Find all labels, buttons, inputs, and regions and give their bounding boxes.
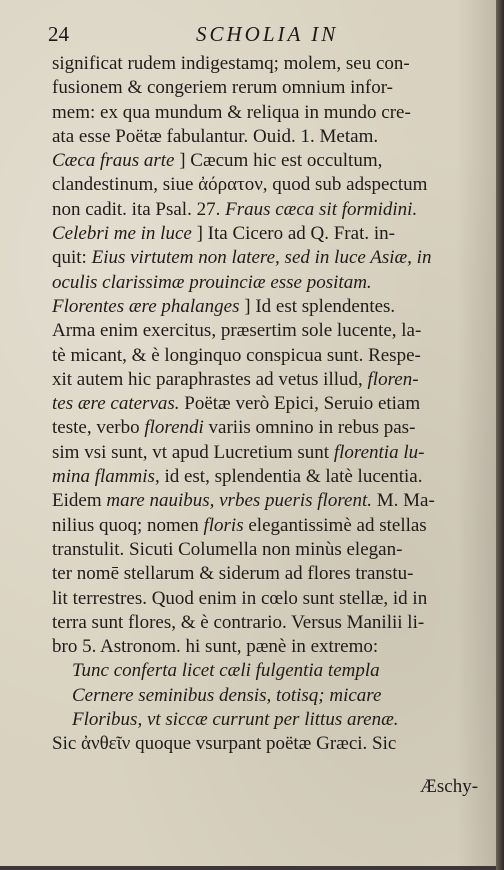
text-line <box>52 635 472 659</box>
roman-segment: tè micant, & è longinquo conspicua sunt. Respe- <box>52 344 421 366</box>
text-line <box>52 489 472 513</box>
text-line <box>52 611 472 635</box>
italic-segment: mina flammis <box>52 466 155 488</box>
text-line <box>52 173 472 197</box>
text-line <box>52 149 472 173</box>
italic-segment: Floribus, vt siccæ currunt per littus arenæ. <box>72 709 399 731</box>
text-line <box>52 76 472 100</box>
roman-segment: significat rudem indigestamq; molem, seu con- <box>52 53 410 74</box>
text-line <box>52 392 472 416</box>
roman-segment: mem: ex qua mundum & reliqua in mundo cre- <box>52 101 411 123</box>
italic-segment: florendi <box>144 417 204 439</box>
roman-segment: transtulit. Sicuti Columella non minùs elegan- <box>52 538 403 560</box>
running-title: SCHOLIA IN <box>196 22 339 46</box>
roman-segment: ] Id est splendentes. <box>239 295 396 317</box>
text-line <box>52 659 472 683</box>
roman-segment: variis omnino in rebus pas- <box>203 417 416 439</box>
text-line <box>52 271 472 295</box>
italic-segment: Tunc conferta licet cæli fulgentia templa <box>72 660 380 682</box>
page-edge-shadow <box>496 0 504 870</box>
roman-segment: teste, verbo <box>52 417 145 439</box>
text-line <box>52 246 472 270</box>
prose-block <box>52 52 472 659</box>
closing-line-block <box>52 732 472 756</box>
roman-segment: xit autem hic paraphrastes ad vetus illud, <box>52 368 368 390</box>
roman-segment: bro 5. Astronom. hi sunt, pænè in extremo: <box>52 636 379 658</box>
roman-segment: ] Ita Cicero ad Q. Frat. in- <box>191 223 395 245</box>
text-line <box>52 344 472 368</box>
roman-segment: non cadit. ita Psal. 27. <box>52 198 226 220</box>
verse-quotation <box>52 659 472 732</box>
italic-segment: Florentes ære phalanges <box>52 295 240 317</box>
text-line <box>52 684 472 708</box>
text-line <box>52 732 472 756</box>
text-line <box>52 708 472 732</box>
italic-segment: floren- <box>367 368 419 390</box>
roman-segment: lit terrestres. Quod enim in cœlo sunt stellæ, id in <box>52 587 428 609</box>
text-line <box>52 441 472 465</box>
catchword: Æschy- <box>420 776 479 797</box>
italic-segment: Cæca fraus arte <box>52 150 175 172</box>
roman-segment: terra sunt flores, & è contrario. Versus Manilii li- <box>52 611 425 633</box>
text-line <box>52 295 472 319</box>
text-line <box>52 101 472 125</box>
text-line <box>52 514 472 538</box>
text-line <box>52 587 472 611</box>
roman-segment: nilius quoq; nomen <box>52 514 204 536</box>
text-line <box>52 319 472 343</box>
roman-segment: clandestinum, siue ἀόρατον, quod sub adspectum <box>52 174 428 196</box>
text-line <box>52 416 472 440</box>
roman-segment: sim vsi sunt, vt apud Lucretium sunt <box>52 441 334 463</box>
text-line <box>52 465 472 489</box>
text-line <box>52 52 472 76</box>
roman-segment: quit: <box>52 247 92 269</box>
italic-segment: florentia lu- <box>333 441 425 463</box>
text-line <box>52 562 472 586</box>
italic-segment: Celebri me in luce <box>52 223 192 245</box>
italic-segment: Cernere seminibus densis, totisq; micare <box>72 684 382 706</box>
text-line <box>52 125 472 149</box>
italic-segment: floris <box>203 514 244 536</box>
text-line <box>52 222 472 246</box>
roman-segment: Eidem <box>52 490 107 512</box>
text-line <box>52 538 472 562</box>
roman-segment: , id est, splendentia & latè lucentia. <box>154 466 423 488</box>
roman-segment: Poëtæ verò Epici, Seruio etiam <box>179 393 421 415</box>
roman-segment: ] Cæcum hic est occultum, <box>174 150 383 172</box>
italic-segment: Fraus cæca sit formidini. <box>225 198 418 220</box>
page-header <box>48 20 468 52</box>
roman-segment: M. Ma- <box>372 490 435 512</box>
italic-segment: tes ære catervas. <box>52 393 180 415</box>
italic-segment: oculis clarissimæ prouinciæ esse positam. <box>52 271 372 293</box>
italic-segment: mare nauibus, vrbes pueris florent. <box>106 490 372 512</box>
roman-segment: Sic ἀνθεῖν quoque vsurpant poëtæ Græci. Sic <box>52 733 397 755</box>
italic-segment: Eius virtutem non latere, sed in luce Asiæ, in <box>91 247 432 269</box>
text-line <box>52 198 472 222</box>
roman-segment: elegantissimè ad stellas <box>243 514 427 536</box>
body-text <box>52 52 472 757</box>
roman-segment: ata esse Poëtæ fabulantur. Ouid. 1. Metam. <box>52 125 379 147</box>
roman-segment: Arma enim exercitus, præsertim sole lucente, la- <box>52 320 422 342</box>
roman-segment: fusionem & congeriem rerum omnium infor- <box>52 77 394 99</box>
text-line <box>52 368 472 392</box>
page-number: 24 <box>48 22 69 46</box>
roman-segment: ter nomē stellarum & siderum ad flores transtu- <box>52 563 414 585</box>
